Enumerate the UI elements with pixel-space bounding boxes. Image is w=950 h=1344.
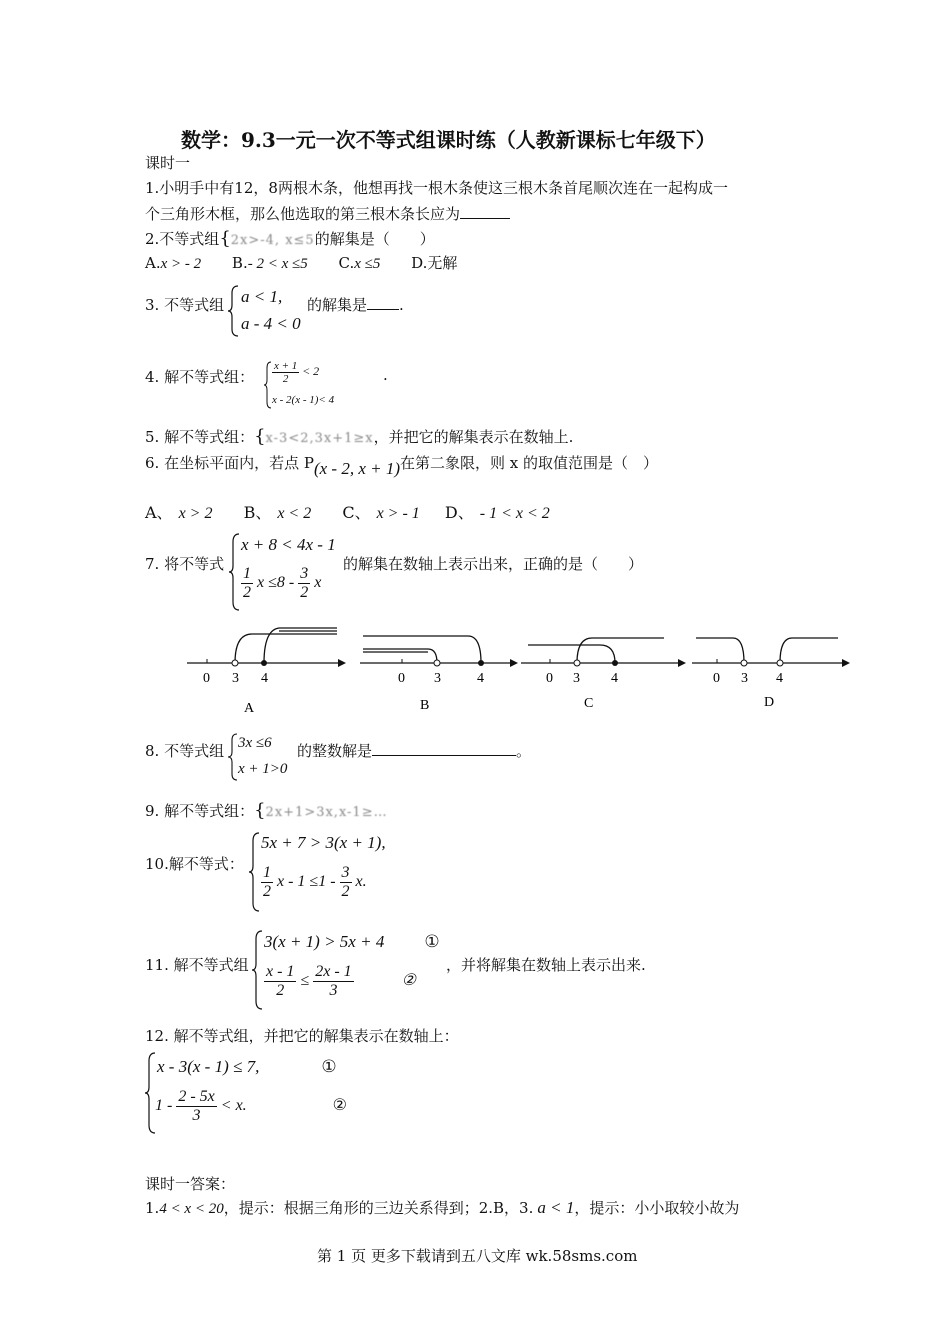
q6-opt-c: x > - 1 (376, 505, 420, 522)
q7-axis-b[interactable] (360, 636, 518, 713)
q2-options (145, 252, 457, 273)
q2-opt-c: x ≤5 (354, 256, 381, 272)
q11-frac-1-den: 2 (276, 981, 285, 999)
q8-row2: x + 1>0 (238, 761, 288, 777)
q5-prefix: 5. 解不等式组： (145, 428, 255, 446)
q4-brace (264, 361, 272, 409)
q6-opt-a: x > 2 (178, 505, 213, 522)
page-title: 数学：9.3一元一次不等式组课时练（人教新课标七年级下） (181, 128, 716, 152)
q3-row1: a < 1, (241, 287, 283, 306)
q9-blurred-system: 2x+1>3x,x-1≥… (265, 805, 388, 820)
q8-brace (228, 733, 238, 781)
q12-frac-den: 3 (192, 1106, 201, 1124)
q4-frac-num: x + 1 (274, 360, 298, 372)
q7-frac-b-num: 3 (300, 565, 309, 582)
q6-opt-d: - 1 < x < 2 (479, 505, 550, 522)
q12-row2 (155, 1088, 347, 1124)
q3-brace (228, 285, 240, 337)
q7-c-tick-3: 3 (573, 671, 580, 686)
q9-stem (145, 800, 388, 821)
q3-row2: a - 4 < 0 (241, 314, 301, 333)
q7-row2 (241, 565, 321, 601)
q2-opt-a: x > - 2 (160, 256, 202, 272)
q10-row2 (261, 864, 367, 900)
q6-prefix: 6. 在坐标平面内，若点 P (145, 454, 314, 472)
q1-line2 (145, 203, 510, 224)
answer3-hint: ，提示：小小取较小故为 (574, 1199, 740, 1217)
q7-a-tick-0: 0 (203, 671, 210, 686)
q10-frac-a-den: 2 (263, 882, 271, 900)
q11-row1 (264, 932, 440, 952)
q12-mark-2: ② (332, 1096, 348, 1114)
q6-stem (145, 452, 658, 478)
q10-frac-b (340, 864, 352, 900)
q7-b-tick-3: 3 (434, 671, 441, 686)
q3-prefix: 3. 不等式组 (145, 296, 225, 314)
q4-prefix: 4. 解不等式组： (145, 368, 255, 386)
q1-line2-text: 个三角形木框，那么他选取的第三根木条长应为 (145, 205, 461, 223)
q4-row1-tail: < 2 (302, 364, 320, 379)
q4-row1 (272, 360, 319, 385)
q10-frac-a-num: 1 (263, 864, 271, 881)
q6-suffix: 在第二象限，则 x 的取值范围是（ ） (400, 454, 658, 472)
q11-frac-1-num: x - 1 (266, 963, 295, 980)
q7-axis-d[interactable] (692, 638, 850, 710)
q2-stem (145, 228, 435, 249)
q7-frac-b (298, 565, 310, 601)
q3-suffix-text: 的解集是 (307, 296, 368, 314)
q2-opt-a-label: A. (145, 254, 161, 272)
q7-frac-a-den: 2 (243, 583, 251, 601)
q1-answer-blank[interactable] (460, 204, 510, 219)
q7-brace (229, 533, 241, 611)
q11-frac-2 (313, 963, 353, 999)
q7-axis-c[interactable] (521, 638, 686, 711)
q10-row1: 5x + 7 > 3(x + 1), (261, 833, 386, 852)
q5-suffix: ，并把它的解集表示在数轴上. (373, 428, 574, 446)
q12-row1-expr: x - 3(x - 1) ≤ 7, (157, 1057, 260, 1076)
q10-frac-a (261, 864, 273, 900)
q12-prefix: 12. 解不等式组，并把它的解集表示在数轴上： (145, 1027, 459, 1045)
q10-frac-b-den: 2 (341, 882, 350, 900)
q7-a-tick-4: 4 (261, 671, 268, 686)
q12-frac (176, 1088, 216, 1124)
q2-opt-b: - 2 < x ≤5 (247, 256, 308, 272)
q11-frac-2-num: 2x - 1 (315, 963, 352, 980)
answer1-hint: ，提示：根据三角形的三边关系得到；2.B，3. (223, 1199, 534, 1217)
q8-prefix: 8. 不等式组 (145, 742, 225, 760)
q2-opt-d: D.无解 (411, 254, 458, 272)
q7-c-label: C (584, 696, 594, 711)
q7-c-tick-0: 0 (546, 671, 553, 686)
q2-opt-c-label: C. (338, 254, 355, 272)
q11-frac-1 (264, 963, 296, 999)
q7-suffix: 的解集在数轴上表示出来，正确的是（ ） (343, 555, 644, 573)
q7-row2-tail: x (314, 573, 322, 591)
q5-blurred-system: x-3<2,3x+1≥x (265, 431, 374, 446)
answers-heading: 课时一答案： (145, 1175, 236, 1193)
answers-line1 (145, 1197, 739, 1218)
q7-number-lines (180, 620, 860, 720)
q7-prefix: 7. 将不等式 (145, 555, 225, 573)
q7-a-tick-3: 3 (232, 671, 239, 686)
q7-d-label: D (764, 695, 775, 710)
lesson-heading: 课时一 (145, 154, 191, 172)
q7-c-tick-4: 4 (611, 671, 618, 686)
q4-frac-den: 2 (282, 373, 289, 386)
q6-point: (x - 2, x + 1) (313, 459, 400, 478)
q5-stem (145, 426, 573, 447)
q2-prefix: 2.不等式组 (145, 230, 220, 248)
q10-prefix: 10.解不等式： (145, 855, 244, 873)
q9-prefix: 9. 解不等式组： (145, 802, 255, 820)
q7-axis-a[interactable] (187, 628, 346, 716)
q3-answer-blank[interactable] (367, 295, 399, 310)
q7-frac-b-den: 2 (300, 583, 309, 601)
q7-b-tick-4: 4 (477, 671, 484, 686)
q4-end: . (383, 366, 388, 384)
q9-brace: { (254, 800, 266, 821)
q12-row1 (157, 1057, 337, 1077)
q7-row1: x + 8 < 4x - 1 (241, 535, 336, 554)
q7-b-label: B (420, 698, 430, 713)
q10-row2-tail: x. (355, 872, 367, 890)
q7-d-tick-4: 4 (776, 671, 783, 686)
q11-mark-1: ① (424, 932, 440, 951)
q12-row2-lead: 1 - (155, 1096, 173, 1114)
q7-b-tick-0: 0 (398, 671, 405, 686)
q4-fraction (272, 360, 299, 385)
q2-suffix: 的解集是（ ） (314, 230, 435, 248)
q2-opt-b-label: B. (231, 254, 248, 272)
q11-suffix: ，并将解集在数轴上表示出来. (446, 956, 646, 974)
q8-answer-blank[interactable] (372, 741, 516, 756)
q2-brace: { (219, 228, 231, 249)
page-footer: 第 1 页 更多下载请到五八文库 wk.58sms.com (317, 1247, 638, 1265)
q3-end: . (399, 296, 404, 314)
q11-brace (252, 930, 264, 1010)
q2-blurred-system: 2x>-4, x≤5 (230, 233, 315, 248)
q12-mark-1: ① (321, 1057, 337, 1076)
q8-suffix-text: 的整数解是 (297, 742, 373, 760)
q10-frac-b-num: 3 (341, 864, 350, 881)
q8-row1: 3x ≤6 (238, 735, 272, 751)
q12-frac-num: 2 - 5x (178, 1088, 215, 1105)
q6-opt-b: x < 2 (277, 505, 312, 522)
q7-d-tick-3: 3 (741, 671, 748, 686)
q8-end: 。 (516, 742, 532, 760)
q7-d-tick-0: 0 (713, 671, 720, 686)
q5-brace: { (254, 426, 266, 447)
q11-row2 (264, 963, 416, 999)
q11-prefix: 11. 解不等式组 (145, 956, 249, 974)
q7-a-label: A (244, 701, 255, 716)
q11-row1-expr: 3(x + 1) > 5x + 4 (264, 932, 385, 951)
answer3-expr: a < 1 (537, 1198, 575, 1217)
q6-opt-b-label: B、 (243, 503, 272, 522)
q7-row2-mid: x ≤8 - (257, 573, 295, 591)
q11-mark-2: ② (401, 971, 416, 989)
q12-row2-tail: < x. (220, 1096, 247, 1114)
q1-line1: 1.小明手中有12，8两根木条，他想再找一根木条使这三根木条首尾顺次连在一起构成一 (145, 179, 728, 197)
answer1-num: 1. (145, 1199, 160, 1217)
q10-brace (249, 832, 261, 912)
q6-opt-c-label: C、 (342, 503, 371, 522)
q6-opt-a-label: A、 (145, 503, 173, 522)
q11-frac-2-den: 3 (329, 981, 338, 999)
q3-suffix (307, 294, 404, 315)
q11-le: ≤ (300, 971, 310, 989)
q6-options (145, 500, 550, 523)
q6-opt-d-label: D、 (444, 503, 474, 522)
q8-suffix (297, 740, 531, 761)
q7-frac-a (241, 565, 253, 601)
answer1-expr: 4 < x < 20 (159, 1201, 224, 1217)
q10-row2-mid: x - 1 ≤1 - (277, 872, 336, 890)
q7-frac-a-num: 1 (243, 565, 251, 582)
q4-row2: x - 2(x - 1)< 4 (272, 394, 335, 406)
